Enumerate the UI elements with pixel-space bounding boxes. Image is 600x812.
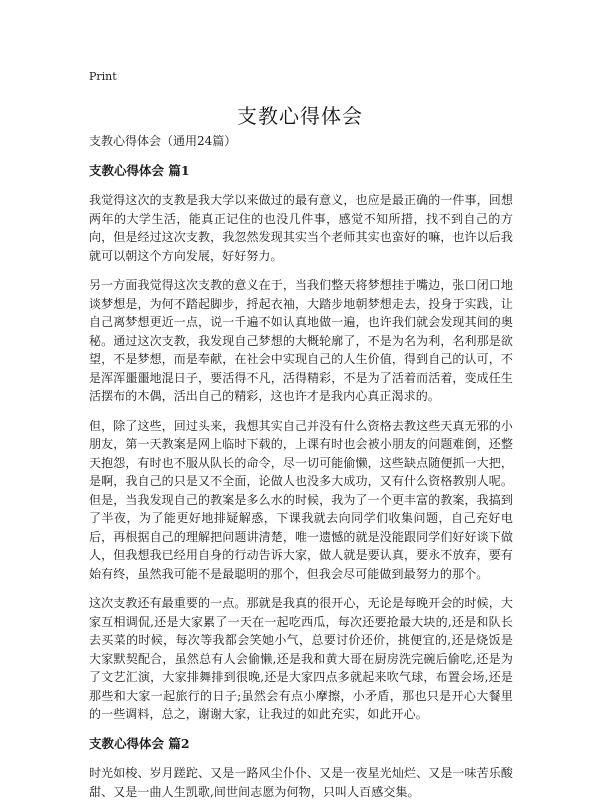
document-body xyxy=(89,132,513,812)
paragraph: 这次支教还有最重要的一点。那就是我真的很开心，无论是每晚开会的时候，大家互相调侃,还是大家累了一天在一起吃西瓜，每次还要抢最大块的,还是和队长去买菜的时候，每次等我都会笑她小气，总要讨价还价，挑便宜的,还是烧饭是大家默契配合，虽然总有人会偷懒,还是我和黄大哥在厨房洗完碗后偷吃,还是为了文艺汇演，大家排舞排到很晚,还是大家四点多就起来吹气球，布置会场,还是那些和大家一起旅行的日子;虽然会有点小摩擦，小矛盾，那也只是开心大餐里的一些调料，总之，谢谢大家，让我过的如此充实，如此开心。 xyxy=(89,596,513,721)
paragraph: 我觉得这次的支教是我大学以来做过的最有意义，也应是最正确的一件事，回想两年的大学生活，能真正记住的也没几件事，感觉不知所措，找不到自己的方向，但是经过这次支教，我忽然发现其实当个老师其实也蛮好的嘛，也许以后我就可以朝这个方向发展，好好努力。 xyxy=(89,193,513,263)
print-label[interactable]: Print xyxy=(89,70,117,83)
paragraph: 但，除了这些，回过头来，我想其实自己并没有什么资格去教这些天真无邪的小朋友，第一天教案是网上临时下载的，上课有时也会被小朋友的问题难倒，还整天抱怨，有时也不服从队长的命令，尽一切可能偷懒，这些缺点随便抓一大把，是啊，我自己的只是又不全面，论做人也没多大成功，又有什么资格教别人呢。但是，当我发现自己的教案是多么水的时候，我为了一个更丰富的教案，我搞到了半夜，为了能更好地排疑解惑，下课我就去向同学们收集问题，自己充好电后，再根据自己的理解把问题讲清楚，唯一遗憾的就是没能跟同学们好好谈下做人，但我想我已经用自身的行动告诉大家，做人就是要认真，要永不放弃，要有始有终，虽然我可能不是最聪明的那个，但我会尽可能做到最努力的那个。 xyxy=(89,418,513,581)
document-subtitle: 支教心得体会（通用24篇） xyxy=(89,134,237,148)
paragraph: 时光如梭、岁月蹉跎、又是一路风尘仆仆、又是一夜星光灿烂、又是一味苦乐酸甜、又是一曲人生凯歌,间世间志愿为何物，只叫人百感交集。 xyxy=(89,766,513,799)
paragraph: 另一方面我觉得这次支教的意义在于，当我们整天将梦想挂于嘴边，张口闭口地谈梦想是，为何不踏起脚步，捋起衣袖，大踏步地朝梦想走去，投身于实践，让自己离梦想更近一点，说一千遍不如认真地做一遍，也许我们就会发现其间的奥秘。通过这次支教，我发现自己梦想的大概轮廓了，不是为名为利，名利那是欲望，不是梦想，而是奉献，在社会中实现自己的人生价值，得到自己的认可，不是浑浑噩噩地混日子，要活得不凡，活得精彩，不是为了活着而活着，变成任生活摆布的木偶，活出自己的精彩，这也许才是我内心真正渴求的。 xyxy=(89,278,513,403)
section-1 xyxy=(89,162,513,724)
page-title: 支教心得体会 xyxy=(237,104,363,128)
section-heading: 支教心得体会 篇2 xyxy=(89,735,190,751)
section-heading: 支教心得体会 篇1 xyxy=(89,162,190,178)
section-2 xyxy=(89,735,513,802)
